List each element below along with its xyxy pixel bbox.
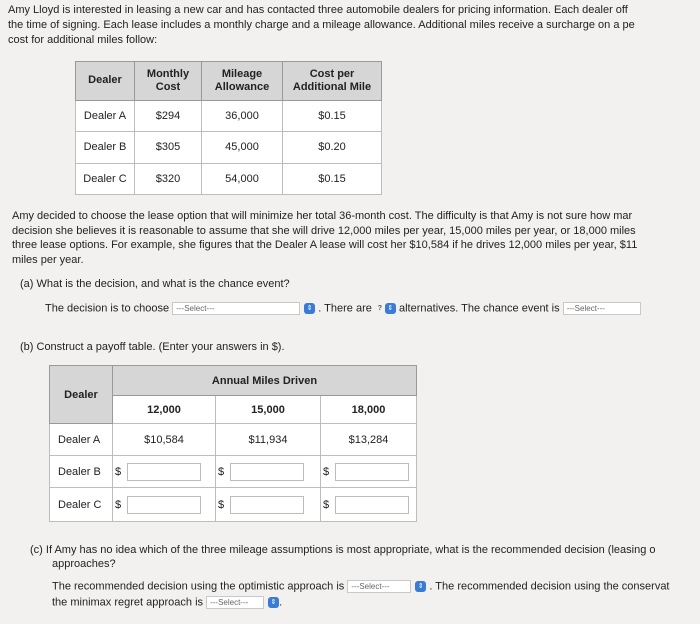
payoff-value: $10,584: [113, 424, 216, 456]
dollar-sign: $: [218, 498, 225, 511]
cell-dealer: Dealer A: [76, 100, 135, 131]
payoff-input-cell: [113, 456, 216, 488]
table-row: [50, 488, 417, 522]
intro-line: the time of signing. Each lease includes a monthly charge and a mileage allowance. Additional miles receive a surcharge on a pe: [8, 19, 635, 31]
scenario-line: Amy decided to choose the lease option that will minimize her total 36-month cost. The difficulty is that Amy is not sure how mar: [12, 210, 633, 222]
payoff-col-15000: 15,000: [216, 396, 321, 424]
part-c-question-line: approaches?: [52, 558, 116, 570]
part-c-prefix: The recommended decision using the optimistic approach is: [52, 580, 345, 593]
part-a-question: (a) What is the decision, and what is the chance event?: [20, 278, 290, 290]
payoff-table: [49, 365, 417, 522]
payoff-input[interactable]: [230, 496, 304, 514]
chevron-icon[interactable]: ⇕: [304, 303, 315, 314]
part-c-suffix: . The recommended decision using the conservat: [429, 580, 670, 593]
table-row: [76, 132, 382, 163]
scenario-line: decision she believes it is reasonable to assume that she will drive 12,000 miles per year, 15,000 miles per year, or 18,000 miles: [12, 224, 636, 237]
part-a-answer-line: [45, 302, 641, 315]
intro-paragraph: [8, 3, 700, 48]
dollar-sign: $: [218, 465, 225, 478]
payoff-input[interactable]: [335, 496, 409, 514]
cell-mileage: 45,000: [202, 132, 283, 163]
payoff-input[interactable]: [127, 496, 201, 514]
payoff-dealer: Dealer A: [50, 424, 113, 456]
payoff-input[interactable]: [335, 463, 409, 481]
cell-monthly: $320: [135, 163, 202, 194]
part-c-answer-line-1: [52, 580, 670, 593]
payoff-header-miles: Annual Miles Driven: [113, 366, 417, 396]
payoff-input-cell: [216, 488, 321, 522]
decision-select[interactable]: ---Select---: [172, 302, 300, 315]
cell-dealer: Dealer B: [76, 132, 135, 163]
payoff-input-cell: [321, 456, 417, 488]
part-a-suffix: alternatives. The chance event is: [399, 302, 560, 315]
cell-monthly: $294: [135, 100, 202, 131]
payoff-dealer: Dealer B: [50, 456, 113, 488]
chevron-icon[interactable]: ⇕: [385, 303, 396, 314]
part-a-prefix: The decision is to choose: [45, 302, 170, 315]
scenario-line: miles per year.: [12, 253, 84, 266]
scenario-paragraph: [12, 209, 700, 267]
payoff-input[interactable]: [230, 463, 304, 481]
cell-mileage: 36,000: [202, 100, 283, 131]
part-a-middle: . There are: [318, 302, 372, 315]
table-row: [76, 163, 382, 194]
dollar-sign: $: [323, 498, 330, 511]
table-row: [50, 456, 417, 488]
chevron-icon[interactable]: ⇕: [415, 581, 426, 592]
payoff-input-cell: [113, 488, 216, 522]
payoff-input-cell: [321, 488, 417, 522]
intro-line: Amy Lloyd is interested in leasing a new car and has contacted three automobile dealers for pricing information. Each dealer off: [8, 4, 628, 16]
payoff-dealer: Dealer C: [50, 488, 113, 522]
part-b-question: (b) Construct a payoff table. (Enter your answers in $).: [20, 341, 285, 353]
dollar-sign: $: [115, 498, 122, 511]
cell-mileage: 54,000: [202, 163, 283, 194]
cell-cost: $0.15: [283, 100, 382, 131]
part-c-prefix-2: the minimax regret approach is: [52, 596, 204, 609]
header-cost-per-mile: Cost per Additional Mile: [283, 62, 382, 101]
header-monthly-cost: Monthly Cost: [135, 62, 202, 101]
dealer-pricing-table: [75, 61, 382, 195]
table-row: [50, 424, 417, 456]
chance-event-select[interactable]: ---Select---: [563, 302, 641, 315]
payoff-header-dealer: Dealer: [50, 366, 113, 424]
minimax-regret-select[interactable]: ---Select---: [206, 596, 264, 609]
dollar-sign: $: [323, 465, 330, 478]
period: .: [279, 596, 283, 609]
part-c-answer-line-2: [52, 596, 282, 609]
cell-cost: $0.20: [283, 132, 382, 163]
scenario-line: three lease options. For example, she figures that the Dealer A lease will cost her $10,584 if he drives 12,000 miles per year, $11: [12, 239, 638, 251]
payoff-col-12000: 12,000: [113, 396, 216, 424]
table-row: [76, 100, 382, 131]
cell-dealer: Dealer C: [76, 163, 135, 194]
cell-monthly: $305: [135, 132, 202, 163]
header-dealer: Dealer: [76, 62, 135, 101]
payoff-value: $13,284: [321, 424, 417, 456]
alternatives-count-select[interactable]: ?: [377, 304, 383, 312]
optimistic-select[interactable]: ---Select---: [347, 580, 411, 593]
intro-line: cost for additional miles follow:: [8, 34, 158, 46]
dollar-sign: $: [115, 465, 122, 478]
chevron-icon[interactable]: ⇕: [268, 597, 279, 608]
payoff-col-18000: 18,000: [321, 396, 417, 424]
part-c-question-line: (c) If Amy has no idea which of the three mileage assumptions is most appropriate, what is the recommended decision (leasing o: [30, 544, 656, 556]
payoff-input-cell: [216, 456, 321, 488]
payoff-input[interactable]: [127, 463, 201, 481]
payoff-value: $11,934: [216, 424, 321, 456]
header-mileage-allowance: Mileage Allowance: [202, 62, 283, 101]
cell-cost: $0.15: [283, 163, 382, 194]
part-c-question: [30, 543, 655, 571]
